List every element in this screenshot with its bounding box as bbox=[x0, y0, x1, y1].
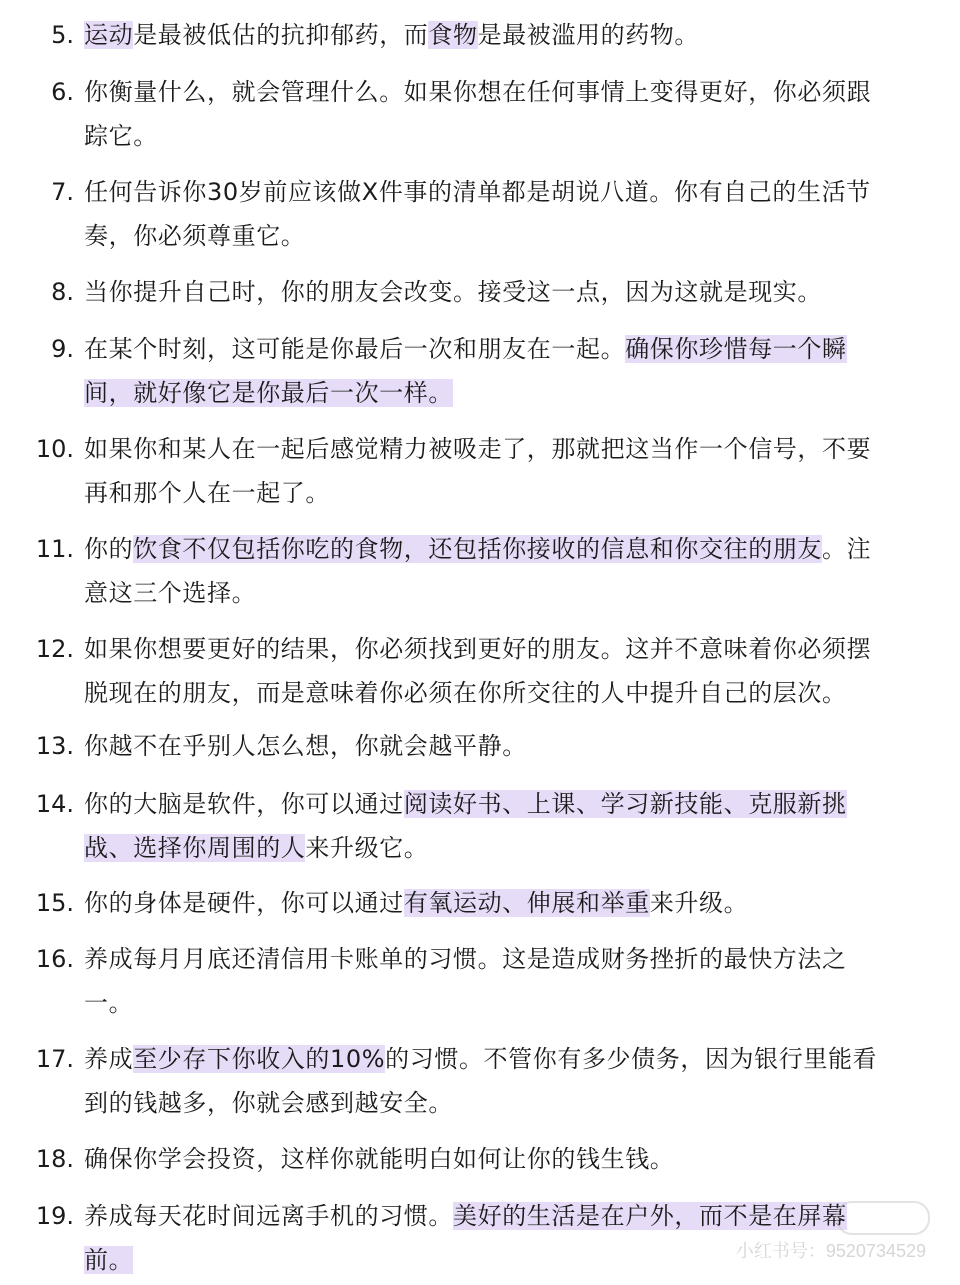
item-number: 10. bbox=[35, 435, 74, 463]
highlighted-text: 美好的生活是在户外，而不是在屏幕 bbox=[453, 1202, 847, 1230]
highlighted-text: 食物 bbox=[428, 21, 478, 49]
item-number: 7. bbox=[51, 178, 74, 206]
item-number: 19. bbox=[35, 1202, 74, 1230]
item-number: 14. bbox=[35, 790, 74, 818]
highlighted-text: 阅读好书、上课、学习新技能、克服新挑 bbox=[403, 790, 847, 818]
text-segment: 的习惯。不管你有多少债务，因为银行里能看 bbox=[385, 1045, 878, 1073]
text-segment: 再和那个人在一起了。 bbox=[84, 479, 330, 507]
text-segment: 来升级。 bbox=[649, 889, 749, 917]
item-number: 8. bbox=[51, 278, 74, 306]
item-text-line bbox=[84, 328, 847, 370]
item-text-line bbox=[84, 1195, 847, 1237]
text-segment: 你的大脑是软件，你可以通过 bbox=[84, 790, 404, 818]
item-number: 9. bbox=[51, 335, 74, 363]
highlighted-text: 确保你珍惜每一个瞬 bbox=[625, 335, 847, 363]
item-text-line bbox=[84, 783, 847, 825]
text-segment: 是最被滥用的药物。 bbox=[477, 21, 700, 49]
highlighted-text: 有氧运动、伸展和举重 bbox=[403, 889, 650, 917]
text-segment: 脱现在的朋友，而是意味着你必须在你所交往的人中提升自己的层次。 bbox=[84, 679, 847, 707]
text-segment: 你越不在乎别人怎么想，你就会越平静。 bbox=[84, 732, 527, 760]
item-text-line bbox=[84, 115, 158, 157]
text-segment: 任何告诉你30岁前应该做X件事的清单都是胡说八道。你有自己的生活节 bbox=[84, 178, 871, 206]
text-segment: 你的身体是硬件，你可以通过 bbox=[84, 889, 404, 917]
text-segment: 确保你学会投资，这样你就能明白如何让你的钱生钱。 bbox=[84, 1145, 675, 1173]
watermark-text: 小红书号：9520734529 bbox=[735, 1241, 926, 1261]
item-number: 17. bbox=[35, 1045, 74, 1073]
text-segment: 是最被低估的抗抑郁药，而 bbox=[133, 21, 429, 49]
item-text-line bbox=[84, 882, 748, 924]
text-segment: 来升级它。 bbox=[305, 834, 429, 862]
item-number: 15. bbox=[35, 889, 74, 917]
item-text-line bbox=[84, 472, 330, 514]
item-number: 12. bbox=[35, 635, 74, 663]
text-segment: 你衡量什么，就会管理什么。如果你想在任何事情上变得更好，你必须跟 bbox=[84, 78, 872, 106]
highlighted-text: 运动 bbox=[84, 21, 134, 49]
highlighted-text: 饮食不仅包括你吃的食物，还包括你接收的信息和你交往的朋友 bbox=[133, 535, 823, 563]
text-segment: 你的 bbox=[84, 535, 134, 563]
watermark-logo bbox=[836, 1201, 930, 1235]
text-segment: 如果你想要更好的结果，你必须找到更好的朋友。这并不意味着你必须摆 bbox=[84, 635, 872, 663]
text-segment: 养成每天花时间远离手机的习惯。 bbox=[84, 1202, 453, 1230]
item-text-line bbox=[84, 982, 133, 1024]
item-text-line bbox=[84, 271, 822, 313]
item-number: 6. bbox=[51, 78, 74, 106]
item-text-line bbox=[84, 1082, 453, 1124]
item-text-line bbox=[84, 572, 256, 614]
text-segment: 意这三个选择。 bbox=[84, 579, 257, 607]
item-text-line bbox=[84, 672, 847, 714]
highlighted-text: 间，就好像它是你最后一次一样。 bbox=[84, 379, 453, 407]
item-text-line bbox=[84, 14, 699, 56]
item-text-line bbox=[84, 215, 305, 257]
highlighted-text: 战、选择你周围的人 bbox=[84, 834, 306, 862]
item-text-line bbox=[84, 528, 871, 570]
item-text-line bbox=[84, 827, 428, 869]
item-text-line bbox=[84, 428, 871, 470]
item-text-line bbox=[84, 938, 847, 980]
highlighted-text: 前。 bbox=[84, 1246, 134, 1274]
item-number: 5. bbox=[51, 21, 74, 49]
item-number: 11. bbox=[35, 535, 74, 563]
text-segment: 一。 bbox=[84, 989, 134, 1017]
item-number: 13. bbox=[35, 732, 74, 760]
item-text-line bbox=[84, 1038, 877, 1080]
item-text-line bbox=[84, 1138, 674, 1180]
item-number: 16. bbox=[35, 945, 74, 973]
text-segment: 如果你和某人在一起后感觉精力被吸走了，那就把这当作一个信号，不要 bbox=[84, 435, 872, 463]
text-segment: 在某个时刻，这可能是你最后一次和朋友在一起。 bbox=[84, 335, 626, 363]
item-text-line bbox=[84, 725, 527, 767]
text-segment: 奏，你必须尊重它。 bbox=[84, 222, 306, 250]
item-number: 18. bbox=[35, 1145, 74, 1173]
item-text-line bbox=[84, 1239, 133, 1281]
text-segment: 。注 bbox=[822, 535, 872, 563]
text-segment: 养成 bbox=[84, 1045, 134, 1073]
text-segment: 到的钱越多，你就会感到越安全。 bbox=[84, 1089, 453, 1117]
item-text-line bbox=[84, 372, 453, 414]
item-text-line bbox=[84, 628, 871, 670]
item-text-line bbox=[84, 171, 871, 213]
text-segment: 踪它。 bbox=[84, 122, 158, 150]
text-segment: 当你提升自己时，你的朋友会改变。接受这一点，因为这就是现实。 bbox=[84, 278, 822, 306]
highlighted-text: 至少存下你收入的10% bbox=[133, 1045, 386, 1073]
item-text-line bbox=[84, 71, 871, 113]
text-segment: 养成每月月底还清信用卡账单的习惯。这是造成财务挫折的最快方法之 bbox=[84, 945, 847, 973]
